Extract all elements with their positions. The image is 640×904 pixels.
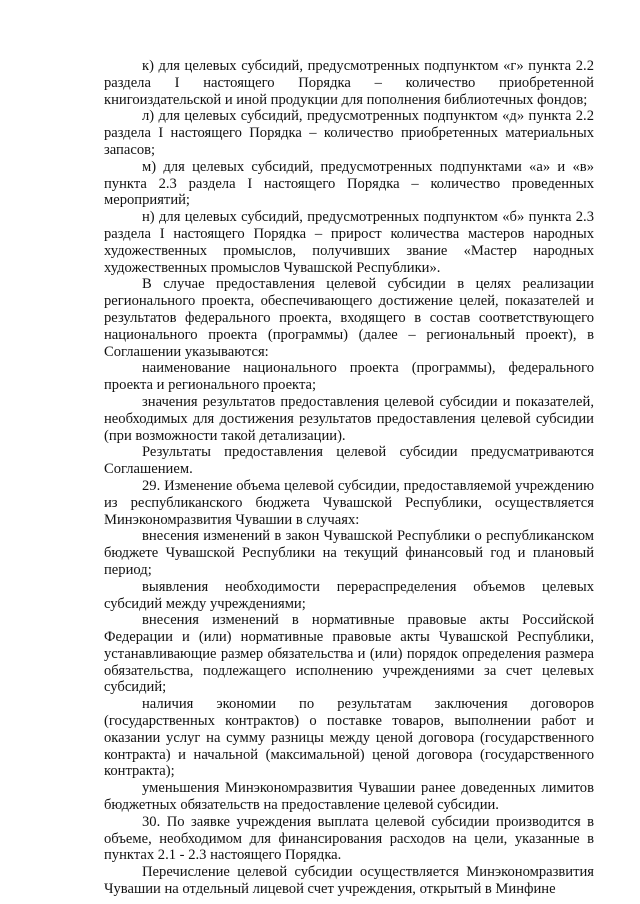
paragraph-l: л) для целевых субсидий, предусмотренных подпунктом «д» пункта 2.2 раздела I настоящего Порядка – количество приобретенных материальных запасов; [104,108,594,158]
paragraph-transfer: Перечисление целевой субсидии осуществляется Минэкономразвития Чувашии на отдельный лицевой счет учреждения, открытый в Минфине [104,864,594,898]
paragraph-redistribution: выявления необходимости перераспределения объемов целевых субсидий между учреждениями; [104,578,594,612]
paragraph-m: м) для целевых субсидий, предусмотренных подпунктами «а» и «в» пункта 2.3 раздела I настоящего Порядка – количество проведенных мероприятий; [104,158,594,209]
paragraph-regional-project: В случае предоставления целевой субсидии в целях реализации регионального проекта, обеспечивающего достижение целей, показателей и результатов федерального проекта, входящего в состав соответствующего национального проекта (программы) (далее – региональный проект), в Соглашении указываются: [104,276,594,360]
paragraph-results-agreement: Результаты предоставления целевой субсидии предусматриваются Соглашением. [104,444,594,478]
paragraph-result-values: значения результатов предоставления целевой субсидии и показателей, необходимых для достижения результатов предоставления целевой субсидии (при возможности такой детализации). [104,393,594,444]
paragraph-n: н) для целевых субсидий, предусмотренных подпунктом «б» пункта 2.3 раздела I настоящего Порядка – прирост количества мастеров народных художественных промыслов, получивших звание «Мастер народных художественных промыслов Чувашской Республики». [104,209,594,276]
paragraph-29: 29. Изменение объема целевой субсидии, предоставляемой учреждению из республиканского бюджета Чувашской Республики, осуществляется Минэкономразвития Чувашии в случаях: [104,477,594,528]
paragraph-k: к) для целевых субсидий, предусмотренных подпунктом «г» пункта 2.2 раздела I настоящего Порядка – количество приобретенной книгоиздательской и иной продукции для пополнения библиотечных фондов; [104,58,594,108]
paragraph-project-names: наименование национального проекта (программы), федерального проекта и регионального проекта; [104,360,594,394]
paragraph-30: 30. По заявке учреждения выплата целевой субсидии производится в объеме, необходимом для финансирования расходов на цели, указанные в пунктах 2.1 - 2.3 настоящего Порядка. [104,813,594,864]
paragraph-normative-acts: внесения изменений в нормативные правовые акты Российской Федерации и (или) нормативные правовые акты Чувашской Республики, устанавливающие размер обязательства и (или) порядок определения размера обязательства, подлежащего исполнению учреждениями за счет целевых субсидий; [104,612,594,696]
paragraph-limit-reduction: уменьшения Минэкономразвития Чувашии ранее доведенных лимитов бюджетных обязательств на предоставление целевой субсидии. [104,780,594,814]
paragraph-law-amendments: внесения изменений в закон Чувашской Республики о республиканском бюджете Чувашской Республики на текущий финансовый год и плановый период; [104,528,594,578]
paragraph-savings: наличия экономии по результатам заключения договоров (государственных контрактов) о поставке товаров, выполнении работ и оказании услуг на сумму разницы между ценой договора (государственного контракта) и начальной (максимальной) ценой договора (государственного контракта); [104,696,594,780]
